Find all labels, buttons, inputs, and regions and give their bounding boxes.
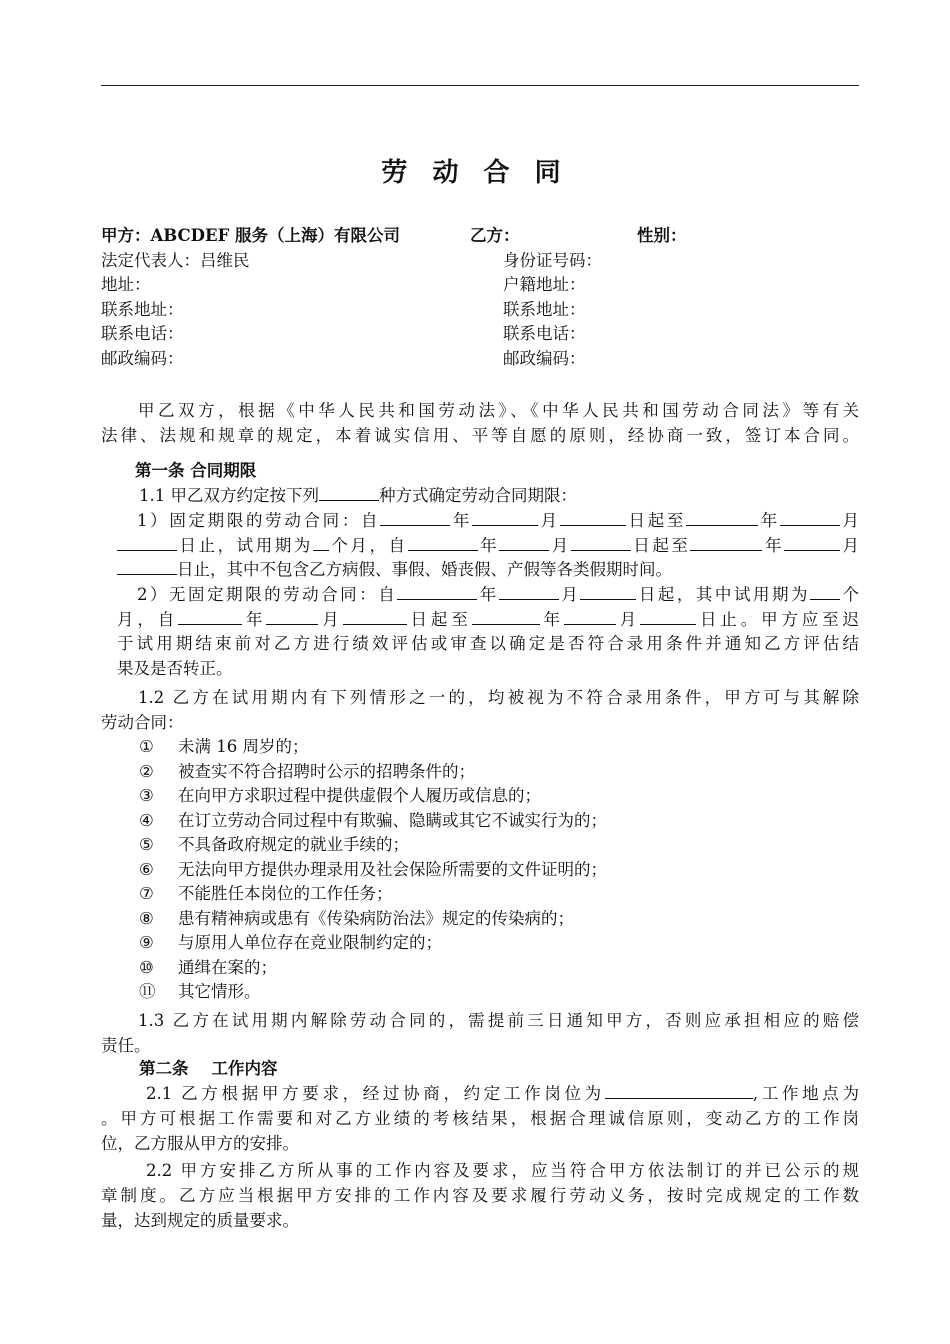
blank — [580, 584, 636, 600]
label-day-from: 日起至 — [625, 511, 687, 530]
condition-text: 其它情形。 — [178, 982, 261, 1001]
blank — [472, 609, 540, 625]
party-b-contact-address: 联系地址： — [503, 300, 586, 319]
blank — [266, 609, 318, 625]
clause-2-1-line-1 — [101, 1082, 859, 1106]
label-day-from: 日起至 — [630, 536, 691, 555]
party-b-postcode: 邮政编码： — [503, 349, 586, 368]
clause-1-1 — [139, 484, 577, 508]
condition-number: ⑦ — [139, 884, 154, 903]
label-month: 月 — [538, 511, 560, 530]
blank — [686, 510, 758, 526]
party-a-address: 地址： — [101, 275, 151, 294]
label-year: 年 — [242, 610, 267, 629]
condition-number: ④ — [139, 810, 154, 830]
gender-label: 性别： — [637, 226, 687, 245]
party-b-phone: 联系电话： — [503, 324, 586, 343]
label-year: 年 — [762, 536, 785, 555]
condition-text: 与原用人单位存在竞业限制约定的； — [178, 933, 442, 952]
open-term-prefix: 2）无固定期限的劳动合同：自 — [137, 585, 398, 604]
blank — [810, 584, 840, 600]
blank — [564, 609, 616, 625]
blank — [472, 510, 538, 526]
fixed-term-prefix: 1）固定期限的劳动合同：自 — [137, 511, 381, 530]
party-b-id-number: 身份证号码： — [503, 251, 602, 270]
condition-text: 无法向甲方提供办理录用及社会保险所需要的文件证明的； — [178, 859, 607, 879]
condition-text: 不具备政府规定的就业手续的； — [178, 835, 409, 854]
label-month: 月 — [840, 536, 860, 555]
clause-2-1-post: ,工作地点为 — [752, 1084, 859, 1103]
condition-text: 在向甲方求职过程中提供虚假个人履历或信息的； — [178, 786, 541, 805]
blank — [605, 1083, 753, 1099]
party-a-postcode: 邮政编码： — [101, 349, 184, 368]
header-rule — [101, 85, 859, 86]
condition-number: ⑨ — [139, 933, 154, 952]
blank — [397, 584, 477, 600]
condition-number: ① — [139, 737, 154, 756]
blank — [499, 535, 549, 551]
label-day-prob: 日起，其中试用期为 — [636, 585, 811, 604]
blank — [560, 510, 626, 526]
clause-2-2-line-1: 2.2 甲方安排乙方所从事的工作内容及要求，应当符合甲方依法制订的并已公示的规 — [146, 1161, 859, 1180]
label-month-from: 月，自 — [117, 610, 179, 629]
blank — [408, 535, 478, 551]
document-title: 劳 动 合 同 — [381, 158, 569, 188]
blank — [313, 535, 329, 551]
blank — [571, 535, 631, 551]
label-day-from: 日起至 — [406, 610, 472, 629]
label-year: 年 — [539, 610, 564, 629]
condition-text: 通缉在案的； — [178, 957, 277, 977]
open-term-line-1 — [117, 583, 859, 607]
open-term-day-end: 日止。甲方应至迟 — [696, 610, 860, 629]
party-b-header: 乙方： — [470, 226, 520, 245]
label-year: 年 — [450, 511, 473, 530]
clause-1-3-line-2: 责任。 — [101, 1036, 151, 1055]
clause-1-3-line-1: 1.3 乙方在试用期内解除劳动合同的，需提前三日通知甲方，否则应承担相应的赔偿 — [138, 1011, 859, 1030]
condition-number: ⑤ — [139, 835, 154, 854]
condition-text: 未满 16 周岁的； — [178, 737, 309, 756]
preamble-line-1: 甲乙双方，根据《中华人民共和国劳动法》、《中华人民共和国劳动合同法》等有关 — [138, 401, 859, 420]
condition-text: 患有精神病或患有《传染病防治法》规定的传染病的； — [178, 908, 574, 928]
condition-text: 被查实不符合招聘时公示的招聘条件的； — [178, 761, 475, 781]
fixed-term-line-1 — [117, 509, 859, 533]
fixed-term-end: 日止，其中不包含乙方病假、事假、婚丧假、产假等各类假期时间。 — [177, 560, 672, 579]
label-month: 月 — [839, 511, 860, 530]
condition-text: 在订立劳动合同过程中有欺骗、隐瞒或其它不诚实行为的； — [178, 810, 607, 830]
clause-1-1-post: 种方式确定劳动合同期限： — [379, 486, 577, 505]
preamble-line-2: 法律、法规和规章的规定，本着诚实信用、平等自愿的原则，经协商一致，签订本合同。 — [101, 426, 859, 445]
clause-1-2-line-2: 劳动合同： — [101, 713, 184, 732]
blank — [117, 535, 177, 551]
party-a-header: 甲方：ABCDEF 服务（上海）有限公司 — [101, 226, 401, 245]
party-a-contact-address: 联系地址： — [101, 300, 184, 319]
label-months-from: 个月，自 — [328, 536, 408, 555]
condition-number: ⑩ — [139, 957, 154, 977]
condition-number: ⑪ — [139, 982, 156, 1001]
clause-2-1-line-3: 位，乙方服从甲方的安排。 — [101, 1134, 299, 1153]
clause-2-1-pre: 2.1 乙方根据甲方要求，经过协商，约定工作岗位为 — [146, 1084, 605, 1103]
condition-number: ② — [139, 761, 154, 781]
condition-number: ⑥ — [139, 859, 154, 879]
condition-text: 不能胜任本岗位的工作任务； — [178, 884, 393, 903]
article-2-title: 第二条 工作内容 — [139, 1059, 278, 1078]
party-a-phone: 联系电话： — [101, 324, 184, 343]
label-month: 月 — [558, 585, 581, 604]
fixed-term-line-2 — [117, 534, 859, 558]
clause-1-1-pre: 1.1 甲乙双方约定按下列 — [139, 486, 319, 505]
clause-2-2-line-3: 量，达到规定的质量要求。 — [101, 1211, 299, 1230]
fixed-term-line-3 — [117, 558, 672, 582]
blank — [117, 559, 177, 575]
open-term-line-2 — [117, 608, 859, 632]
clause-1-2-line-1: 1.2 乙方在试用期内有下列情形之一的，均被视为不符合录用条件，甲方可与其解除 — [138, 688, 859, 707]
label-month: 月 — [549, 536, 571, 555]
blank — [780, 510, 840, 526]
clause-2-1-line-2: 。甲方可根据工作需要和对乙方业绩的考核结果，根据合理诚信原则，变动乙方的工作岗 — [101, 1109, 859, 1128]
label-month: 月 — [615, 610, 641, 629]
label-year: 年 — [477, 585, 499, 604]
label-year: 年 — [477, 536, 500, 555]
blank — [319, 485, 379, 501]
condition-number: ③ — [139, 786, 154, 805]
party-a-legal-rep: 法定代表人：吕维民 — [101, 251, 250, 270]
article-1-title: 第一条 合同期限 — [135, 461, 257, 480]
label-year: 年 — [758, 511, 780, 530]
blank — [640, 609, 696, 625]
blank — [784, 535, 840, 551]
label-ge: 个 — [840, 585, 860, 604]
blank — [380, 510, 450, 526]
blank — [690, 535, 762, 551]
clause-2-2-line-2: 章制度。乙方应当根据甲方安排的工作内容及要求履行劳动义务，按时完成规定的工作数 — [101, 1186, 859, 1205]
open-term-line-4: 果及是否转正。 — [117, 659, 233, 678]
open-term-line-3: 于试用期结束前对乙方进行绩效评估或审查以确定是否符合录用条件并通知乙方评估结 — [117, 634, 859, 653]
label-day-to: 日止，试用期为 — [177, 536, 313, 555]
blank — [499, 584, 559, 600]
blank — [178, 609, 242, 625]
label-month: 月 — [318, 610, 343, 629]
blank — [343, 609, 407, 625]
party-b-household-address: 户籍地址： — [503, 275, 586, 294]
condition-number: ⑧ — [139, 908, 154, 928]
